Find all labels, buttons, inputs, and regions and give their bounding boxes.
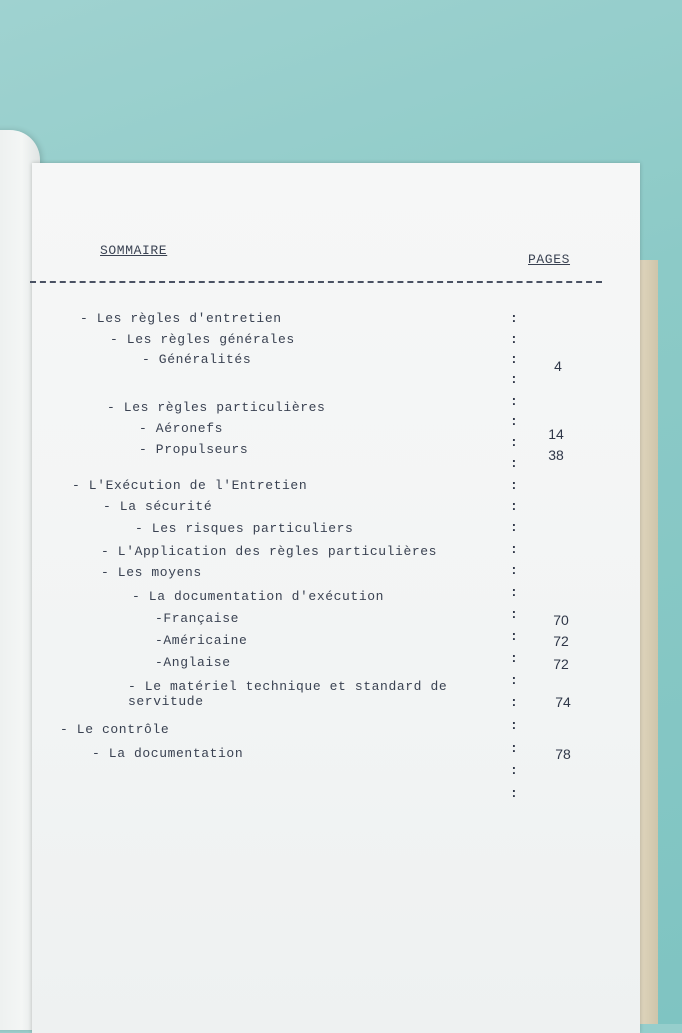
colon-mark: : — [510, 332, 518, 347]
page-number: 72 — [553, 656, 569, 672]
dashed-rule — [30, 281, 602, 283]
toc-entry: - La documentation d'exécution — [132, 589, 385, 604]
page-number: 70 — [553, 612, 569, 628]
colon-mark: : — [510, 741, 518, 756]
colon-mark: : — [510, 372, 518, 387]
colon-mark: : — [510, 435, 518, 450]
toc-entry: - Aéronefs — [139, 421, 224, 436]
colon-mark: : — [510, 585, 518, 600]
page-number: 72 — [553, 633, 569, 649]
colon-mark: : — [510, 651, 518, 666]
toc-entry: - Le contrôle — [60, 722, 170, 737]
toc-entry: - L'Exécution de l'Entretien — [72, 478, 308, 493]
page-number: 78 — [555, 746, 571, 762]
colon-mark: : — [510, 786, 518, 801]
toc-entry: - Les règles particulières — [107, 400, 326, 415]
toc-entry: - La documentation — [92, 746, 244, 761]
colon-mark: : — [510, 718, 518, 733]
colon-mark: : — [510, 311, 518, 326]
colon-mark: : — [510, 763, 518, 778]
toc-entry: - Le matériel technique et standard de — [128, 679, 448, 694]
toc-entry: - Les règles générales — [110, 332, 295, 347]
toc-entry: -Américaine — [155, 633, 248, 648]
page-number: 14 — [548, 426, 564, 442]
colon-mark: : — [510, 499, 518, 514]
toc-entry: - La sécurité — [103, 499, 213, 514]
page-number: 4 — [554, 358, 562, 374]
pages-header: PAGES — [528, 252, 571, 267]
colon-mark: : — [510, 520, 518, 535]
colon-mark: : — [510, 607, 518, 622]
colon-mark: : — [510, 394, 518, 409]
colon-mark: : — [510, 456, 518, 471]
toc-entry-continuation: servitude — [128, 694, 204, 709]
page-number: 74 — [555, 694, 571, 710]
colon-mark: : — [510, 414, 518, 429]
page-number: 38 — [548, 447, 564, 463]
toc-entry: - Généralités — [142, 352, 252, 367]
toc-entry: -Anglaise — [155, 655, 231, 670]
colon-mark: : — [510, 352, 518, 367]
toc-entry: - L'Application des règles particulières — [101, 544, 438, 559]
toc-entry: - Les moyens — [101, 565, 202, 580]
title-sommaire: SOMMAIRE — [100, 243, 168, 258]
colon-mark: : — [510, 563, 518, 578]
toc-entry: - Propulseurs — [139, 442, 249, 457]
colon-mark: : — [510, 629, 518, 644]
colon-mark: : — [510, 695, 518, 710]
colon-mark: : — [510, 542, 518, 557]
toc-entry: -Française — [155, 611, 240, 626]
colon-mark: : — [510, 673, 518, 688]
colon-mark: : — [510, 478, 518, 493]
toc-entry: - Les règles d'entretien — [80, 311, 282, 326]
toc-entry: - Les risques particuliers — [135, 521, 354, 536]
